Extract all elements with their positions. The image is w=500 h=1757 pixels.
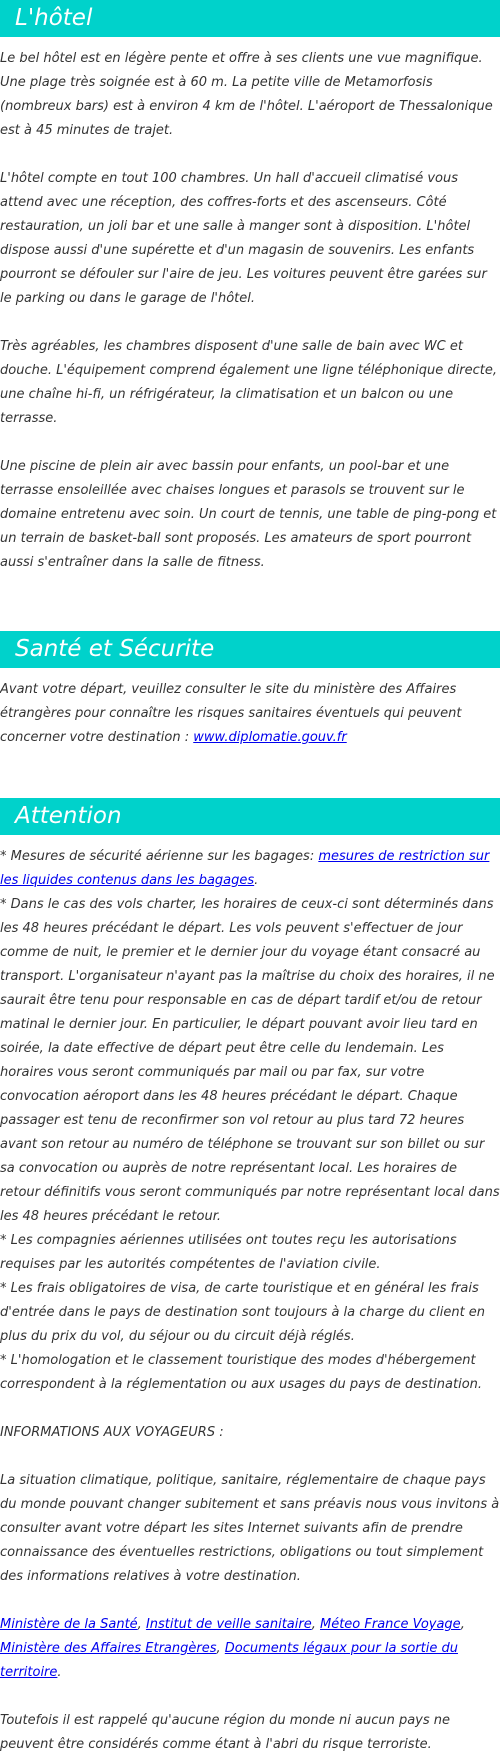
hotel-section <box>0 0 500 575</box>
diplomatie-link[interactable]: www.diplomatie.gouv.fr <box>193 730 347 745</box>
hotel-heading: L'hôtel <box>0 0 500 37</box>
sante-section <box>0 631 500 750</box>
hotel-paragraph-3: Très agréables, les chambres disposent d'une salle de bain avec WC et douche. L'équipement comprend également une ligne téléphonique directe, une chaîne hi-fi, un réfrigérateur, la climatisation et un balcon ou une terrasse. <box>0 339 497 426</box>
situation-paragraph: La situation climatique, politique, sanitaire, réglementaire de chaque pays du monde pouvant changer subitement et sans préavis nous vous invitons à consulter avant votre départ les sites Internet suivants afin de prendre connaissance des éventuelles restrictions, obligations ou tout simplement des informations relatives à votre destination. <box>0 1473 500 1584</box>
bagages-text: * Mesures de sécurité aérienne sur les bagages: <box>0 849 319 864</box>
hotel-paragraph-1: Le bel hôtel est en légère pente et offre à ses clients une vue magnifique. Une plage très soignée est à 60 m. La petite ville de Metamorfosis (nombreux bars) est à environ 4 km de l'hôtel. L'aéroport de Thessalonique est à 45 minutes de trajet. <box>0 51 493 138</box>
ministere-sante-link[interactable]: Ministère de la Santé <box>0 1617 138 1632</box>
compagnies-item: * Les compagnies aériennes utilisées ont toutes reçu les autorisations requises par les autorités compétentes de l'aviation civile. <box>0 1233 457 1272</box>
homologation-item: * L'homologation et le classement touristique des modes d'hébergement correspondent à la réglementation ou aux usages du pays de destination. <box>0 1353 483 1392</box>
meteo-link[interactable]: Méteo France Voyage <box>319 1617 461 1632</box>
mae-link[interactable]: Ministère des Affaires Etrangères <box>0 1641 217 1656</box>
link-separator: , <box>460 1617 465 1632</box>
links-paragraph <box>0 1613 500 1685</box>
info-heading: INFORMATIONS AUX VOYAGEURS : <box>0 1425 224 1440</box>
link-separator: , <box>216 1641 225 1656</box>
link-separator: , <box>311 1617 320 1632</box>
charter-item: * Dans le cas des vols charter, les horaires de ceux-ci sont déterminés dans les 48 heures précédant le départ. Les vols peuvent s'effectuer de jour comme de nuit, le premier et le dernier jour du voyage étant consacré au transport. L'organisateur n'ayant pas la maîtrise du choix des horaires, il ne saurait être tenu pour responsable en cas de départ tardif et/ou de retour matinal le dernier jour. En particulier, le départ pouvant avoir lieu tard en soirée, la date effective de départ peut être celle du lendemain. Les horaires vous seront communiqués par mail ou par fax, sur votre convocation aéroport dans les 48 heures précédant le départ. Chaque passager est tenu de reconfirmer son vol retour au plus tard 72 heures avant son retour au numéro de téléphone se trouvant sur son billet ou sur sa convocation ou auprès de notre représentant local. Les horaires de retour définitifs vous seront communiqués par notre représentant local dans les 48 heures précédant le retour. <box>0 897 500 1224</box>
sante-heading: Santé et Sécurite <box>0 631 500 668</box>
sante-text: Avant votre départ, veuillez consulter le site du ministère des Affaires étrangères pour connaître les risques sanitaires éventuels qui peuvent concerner votre destination : <box>0 682 462 745</box>
bagages-item <box>0 845 500 893</box>
hotel-paragraph-4: Une piscine de plein air avec bassin pour enfants, un pool-bar et une terrasse ensoleillée avec chaises longues et parasols se trouvent sur le domaine entretenu avec soin. Un court de tennis, une table de ping-pong et un terrain de basket-ball sont proposés. Les amateurs de sport pourront aussi s'entraîner dans la salle de fitness. <box>0 459 497 570</box>
sante-paragraph <box>0 678 500 750</box>
hotel-paragraph-2: L'hôtel compte en tout 100 chambres. Un hall d'accueil climatisé vous attend avec une réception, des coffres-forts et des ascenseurs. Côté restauration, un joli bar et une salle à manger sont à disposition. L'hôtel dispose aussi d'une supérette et d'un magasin de souvenirs. Les enfants pourront se défouler sur l'aire de jeu. Les voitures peuvent être garées sur le parking ou dans le garage de l'hôtel. <box>0 171 487 306</box>
attention-heading: Attention <box>0 798 500 835</box>
bagages-link[interactable]: mesures de restriction sur les liquides contenus dans les bagages <box>0 849 490 888</box>
documents-legaux-link[interactable]: Documents légaux pour la sortie du territoire <box>0 1641 458 1680</box>
attention-section <box>0 798 500 1757</box>
bagages-suffix: . <box>254 873 259 888</box>
frais-item: * Les frais obligatoires de visa, de carte touristique et en général les frais d'entrée dans le pays de destination sont toujours à la charge du client en plus du prix du vol, du séjour ou du circuit déjà réglés. <box>0 1281 486 1344</box>
terrorisme-paragraph: Toutefois il est rappelé qu'aucune région du monde ni aucun pays ne peuvent être considérés comme étant à l'abri du risque terroriste. <box>0 1713 451 1752</box>
links-end: . <box>57 1665 62 1680</box>
invs-link[interactable]: Institut de veille sanitaire <box>145 1617 312 1632</box>
link-separator: , <box>137 1617 146 1632</box>
